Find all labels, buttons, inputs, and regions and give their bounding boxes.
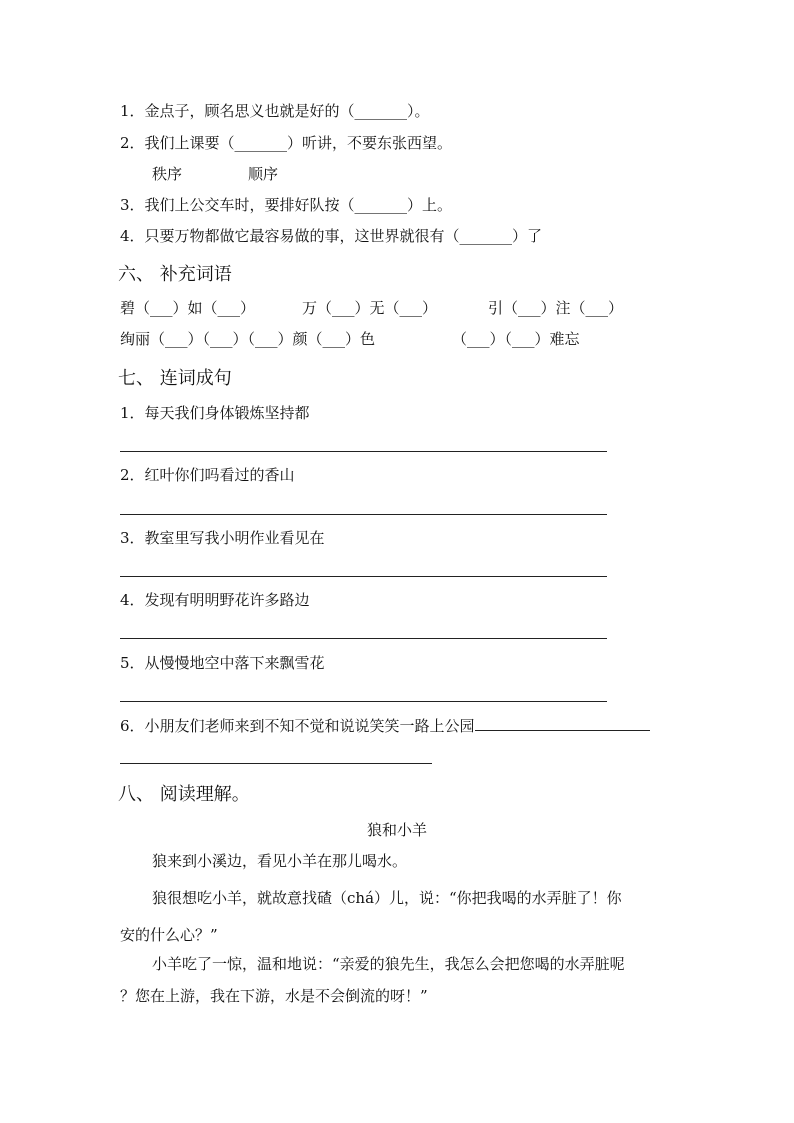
question-4: 4．只要万物都做它最容易做的事，这世界就很有（_______）了 [120, 227, 543, 245]
section-6-title: 六、 补充词语 [118, 264, 232, 285]
story-paragraph-2-cont: 安的什么心？” [120, 926, 218, 944]
sentence-item-4: 4．发现有明明野花许多路边 [120, 591, 310, 609]
sentence-item-1: 1．每天我们身体锻炼坚持都 [120, 404, 310, 422]
answer-line-5[interactable] [120, 701, 607, 702]
answer-line-1[interactable] [120, 451, 607, 452]
section-8-title: 八、 阅读理解。 [118, 784, 250, 805]
sentence-item-2: 2．红叶你们吗看过的香山 [120, 466, 295, 484]
question-2: 2．我们上课要（_______）听讲，不要东张西望。 [120, 134, 453, 152]
section-7-title: 七、 连词成句 [118, 368, 232, 389]
word-fill-3: 引（___）注（___） [488, 299, 624, 317]
story-paragraph-1: 狼来到小溪边，看见小羊在那儿喝水。 [152, 852, 408, 870]
story-paragraph-3: 小羊吃了一惊，温和地说：“亲爱的狼先生，我怎么会把您喝的水弄脏呢 [152, 955, 625, 973]
answer-line-2[interactable] [120, 514, 607, 515]
sentence-item-5: 5．从慢慢地空中落下来飘雪花 [120, 654, 325, 672]
answer-line-6-inline[interactable] [475, 716, 650, 731]
word-fill-4: 绚丽（___）（___）（___）颜（___）色 [120, 330, 376, 348]
option-word-1: 秩序 [152, 165, 183, 183]
sentence-item-3: 3．教室里写我小明作业看见在 [120, 529, 325, 547]
word-fill-1: 碧（___）如（___） [120, 299, 256, 317]
question-1: 1．金点子，顾名思义也就是好的（_______）。 [120, 102, 430, 120]
word-fill-2: 万（___）无（___） [302, 299, 438, 317]
sentence-item-6 [120, 716, 650, 736]
word-fill-5: （___）（___）难忘 [452, 330, 580, 348]
question-3: 3．我们上公交车时，要排好队按（_______）上。 [120, 196, 453, 214]
option-word-2: 顺序 [248, 165, 279, 183]
story-paragraph-2: 狼很想吃小羊，就故意找碴（chá）儿，说：“你把我喝的水弄脏了！你 [152, 889, 622, 907]
answer-line-4[interactable] [120, 638, 607, 639]
answer-line-3[interactable] [120, 576, 607, 577]
story-title: 狼和小羊 [366, 821, 427, 839]
story-paragraph-3-cont: ？您在上游，我在下游，水是不会倒流的呀！” [120, 987, 428, 1005]
sentence-item-6-text: 6．小朋友们老师来到不知不觉和说说笑笑一路上公园 [120, 717, 475, 735]
answer-line-6[interactable] [120, 763, 432, 764]
